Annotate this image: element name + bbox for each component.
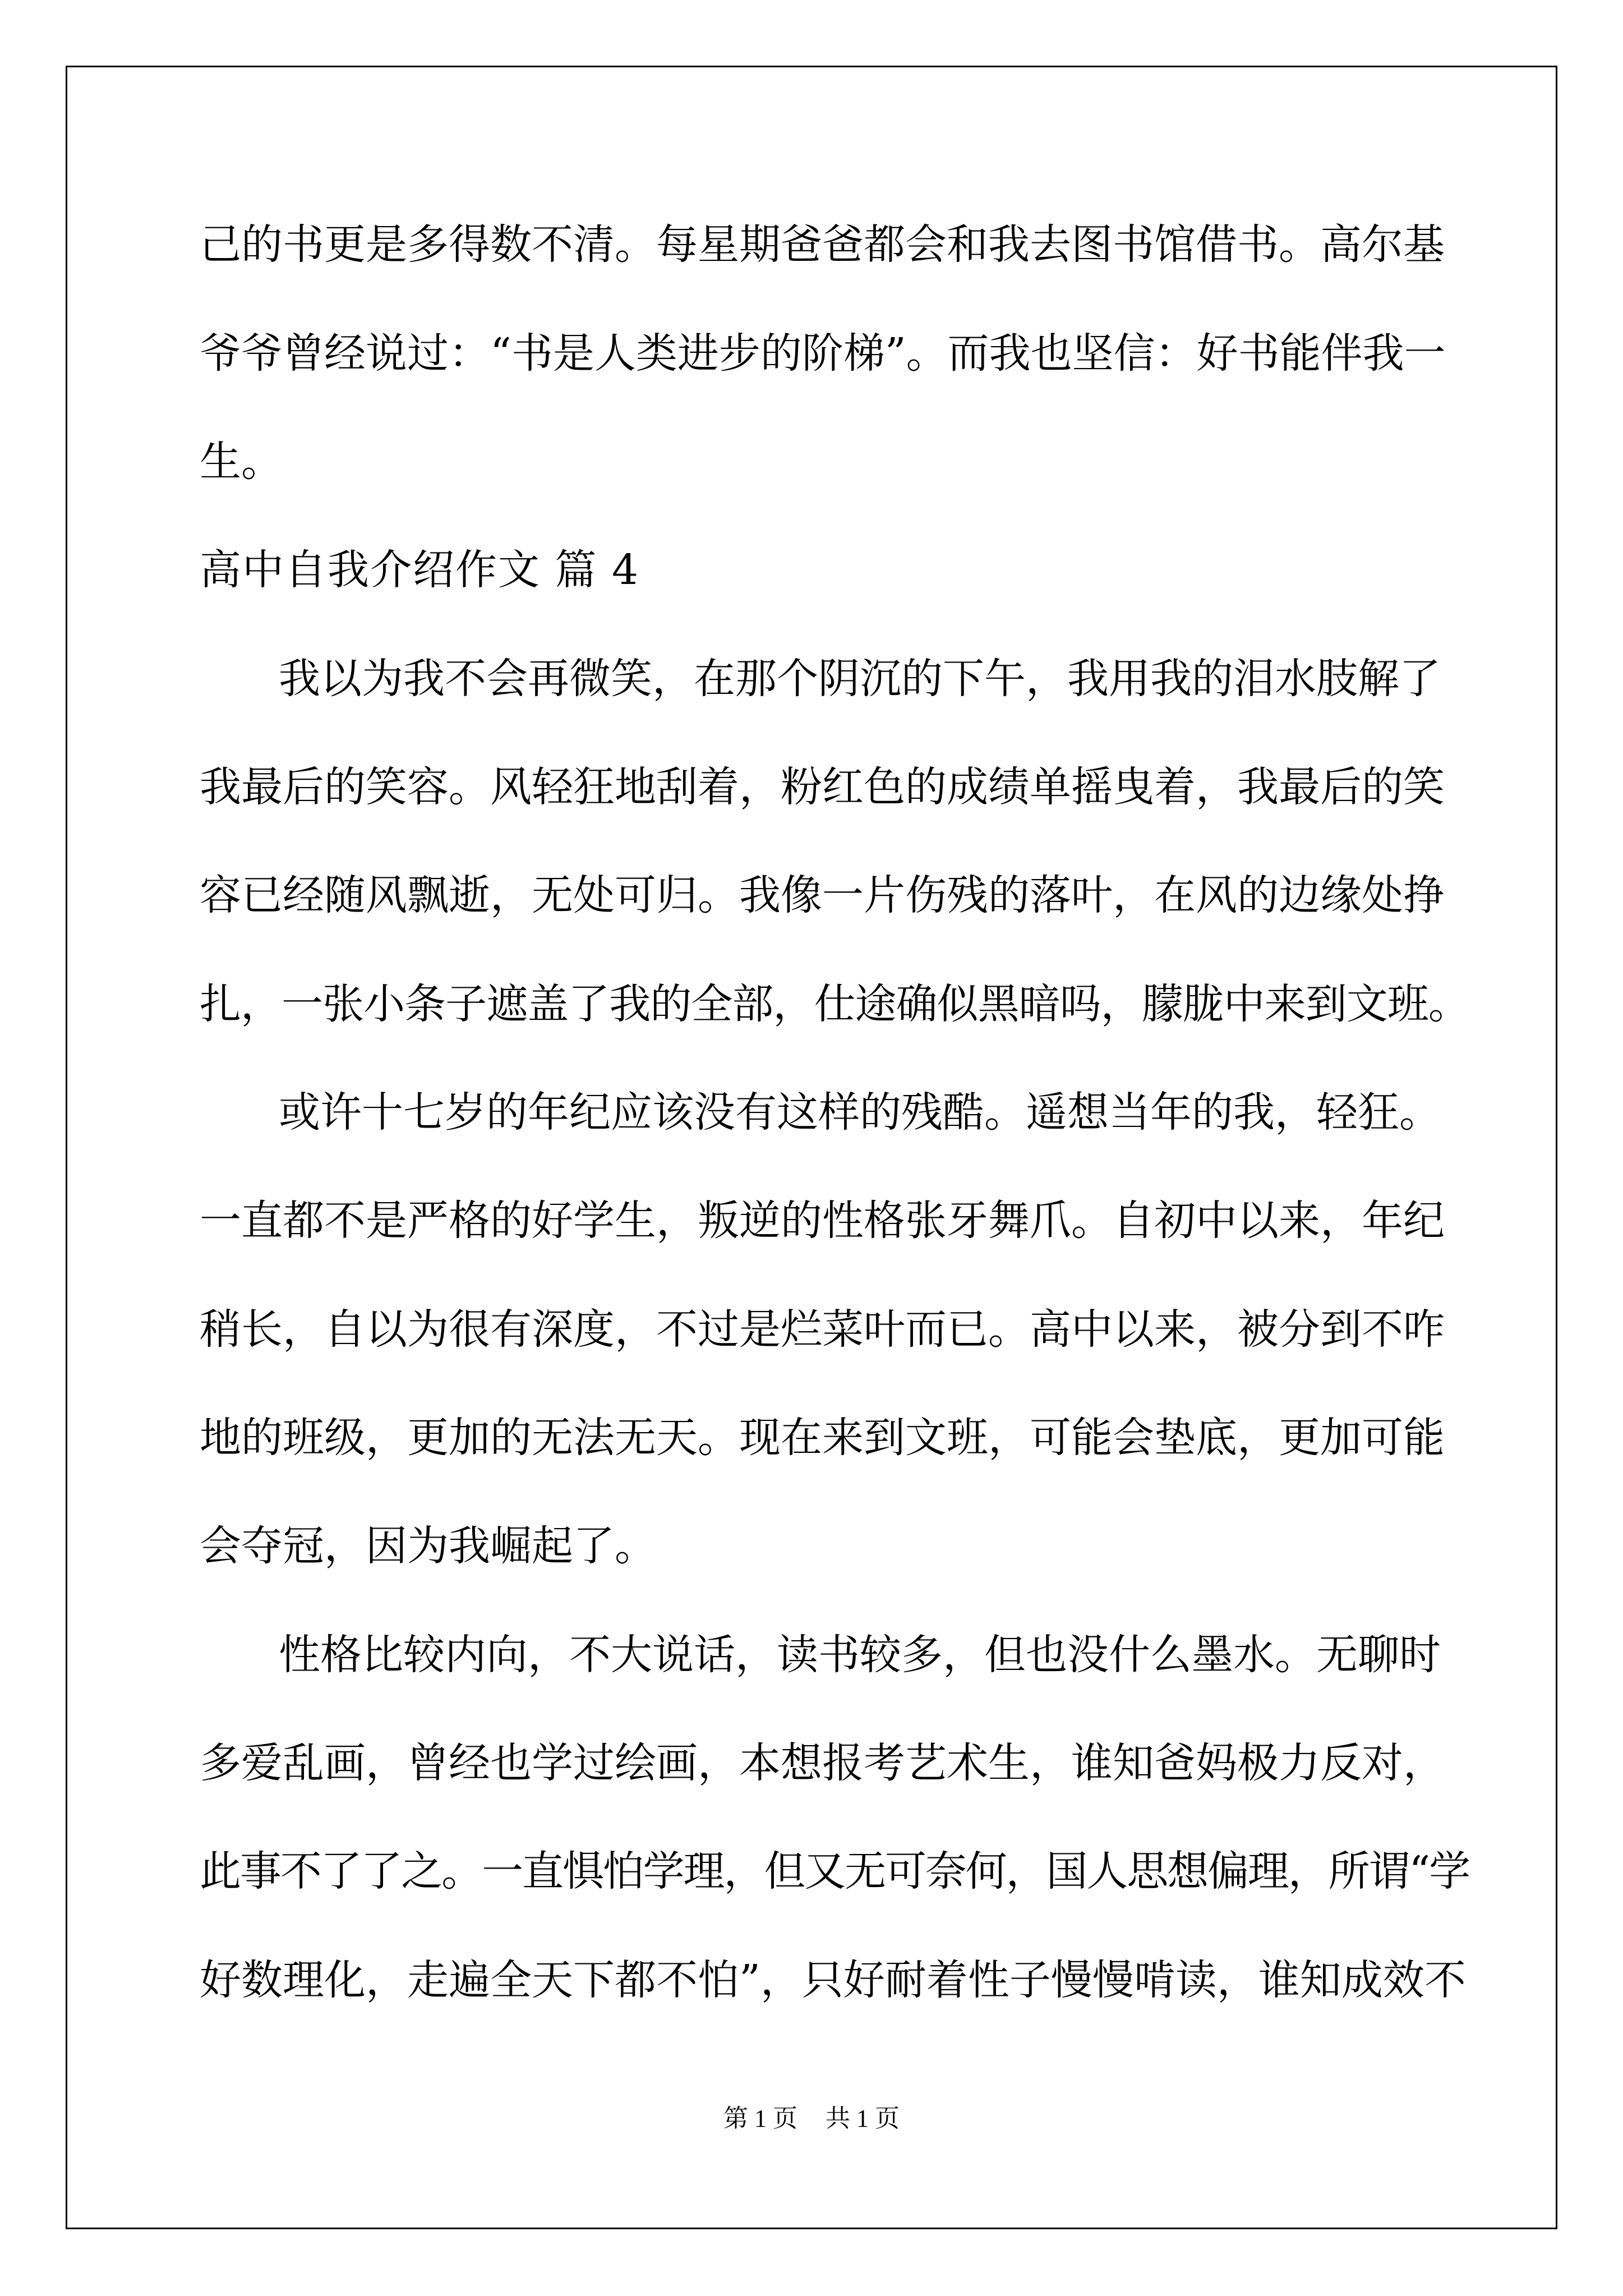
text-line: 生。 [200, 438, 283, 486]
text-line: 多爱乱画，曾经也学过绘画，本想报考艺术生，谁知爸妈极力反对， [200, 1739, 1445, 1787]
text-line: 己的书更是多得数不清。每星期爸爸都会和我去图书馆借书。高尔基 [200, 220, 1445, 269]
page-border [66, 66, 1557, 2229]
paragraph-first-line: 我以为我不会再微笑，在那个阴沉的下午，我用我的泪水肢解了 [279, 655, 1441, 703]
text-line: 此事不了了之。一直惧怕学理，但又无可奈何，国人思想偏理，所谓“学 [200, 1847, 1469, 1895]
text-line: 稍长，自以为很有深度，不过是烂菜叶而已。高中以来，被分到不咋 [200, 1305, 1445, 1354]
text-line: 扎，一张小条子遮盖了我的全部，仕途确似黑暗吗，朦胧中来到文班。 [200, 980, 1469, 1028]
text-line: 爷爷曾经说过：“书是人类进步的阶梯”。而我也坚信：好书能伴我一 [200, 329, 1446, 378]
paragraph-first-line: 性格比较内向，不大说话，读书较多，但也没什么墨水。无聊时 [279, 1631, 1441, 1679]
text-line: 容已经随风飘逝，无处可归。我像一片伤残的落叶，在风的边缘处挣 [200, 871, 1445, 919]
section-heading: 高中自我介绍作文 篇 4 [200, 546, 640, 594]
text-line: 会夺冠，因为我崛起了。 [200, 1522, 656, 1570]
text-line: 地的班级，更加的无法无天。现在来到文班，可能会垫底，更加可能 [200, 1414, 1445, 1462]
page-number: 第 1 页 [723, 2105, 797, 2132]
text-line: 一直都不是严格的好学生，叛逆的性格张牙舞爪。自初中以来，年纪 [200, 1197, 1445, 1245]
text-line: 好数理化，走遍全天下都不怕”，只好耐着性子慢慢啃读，谁知成效不 [200, 1956, 1466, 2004]
text-line: 我最后的笑容。风轻狂地刮着，粉红色的成绩单摇曳着，我最后的笑 [200, 763, 1445, 811]
paragraph-first-line: 或许十七岁的年纪应该没有这样的残酷。遥想当年的我，轻狂。 [279, 1088, 1441, 1137]
page-footer [0, 2102, 1623, 2136]
page-total: 共 1 页 [826, 2105, 900, 2132]
